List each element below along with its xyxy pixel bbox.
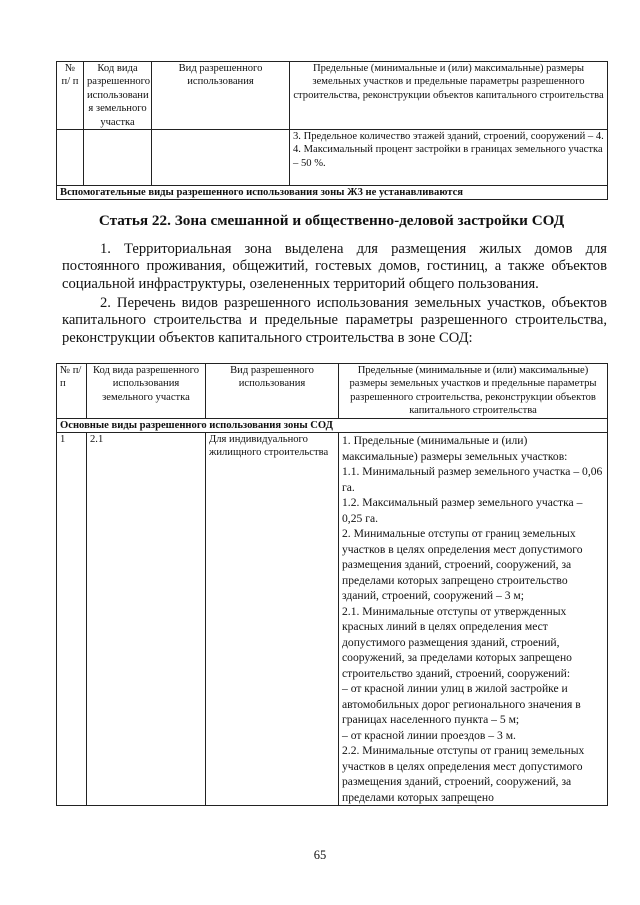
paragraph-2: 2. Перечень видов разрешенного использования земельных участков, объектов капитального строительства и предельные параметры разрешенного строительства, реконструкции объектов капитального строительства в зоне СОД: xyxy=(62,295,607,346)
table-header-row xyxy=(57,62,608,130)
article-heading: Статья 22. Зона смешанной и общественно-деловой застройки СОД xyxy=(98,212,565,229)
cell-use xyxy=(152,130,290,186)
cell-code: 2.1 xyxy=(87,433,206,806)
table-row xyxy=(57,130,608,186)
paragraph-1: 1. Территориальная зона выделена для размещения жилых домов для постоянного проживания, общежитий, гостевых домов, гостиниц, а также объектов социальной инфраструктуры, озелененных территорий общего пользования. xyxy=(62,241,607,292)
table-row xyxy=(57,433,608,806)
header-num: № п/ п xyxy=(57,62,84,130)
param-line: 2.1. Минимальные отступы от утвержденных красных линий в целях определения мест допустимого размещения зданий, строений, сооружений, за пределами которых запрещено строительство зданий, строений, сооружений: xyxy=(342,604,572,680)
param-line: 1. Предельные (минимальные и (или) максимальные) размеры земельных участков: xyxy=(342,434,568,463)
section-row xyxy=(57,418,608,432)
param-line: 1.1. Минимальный размер земельного участка – 0,06 га. xyxy=(342,465,603,494)
page-number: 65 xyxy=(313,848,327,862)
auxiliary-uses-note: Вспомогательные виды разрешенного использования зоны Ж3 не устанавливаются xyxy=(57,186,608,200)
zone-sod-table xyxy=(56,363,608,806)
param-line: – от красной линии проездов – 3 м. xyxy=(342,728,516,742)
section-title: Основные виды разрешенного использования зоны СОД xyxy=(57,418,608,432)
param-line: 3. Предельное количество этажей зданий, строений, сооружений – 4. xyxy=(293,131,604,143)
cell-params xyxy=(339,433,608,806)
zone-zh3-table xyxy=(56,61,608,200)
table-header-row xyxy=(57,364,608,419)
header-params: Предельные (минимальные и (или) максимальные) размеры земельных участков и предельные параметры разрешенного строительства, реконструкции объектов капитального строительства xyxy=(339,364,608,419)
header-num: № п/п xyxy=(57,364,87,419)
param-line: 4. Максимальный процент застройки в границах земельного участка – 50 %. xyxy=(293,144,603,169)
cell-code xyxy=(84,130,152,186)
param-line: 2.2. Минимальные отступы от границ земельных участков в целях определения мест допустимого размещения зданий, строений, сооружений, за пределами которых запрещено xyxy=(342,744,585,804)
header-use: Вид разрешенного использования xyxy=(206,364,339,419)
header-params: Предельные (минимальные и (или) максимальные) размеры земельных участков и предельные параметры разрешенного строительства, реконструкции объектов капитального строительства xyxy=(290,62,608,130)
cell-num xyxy=(57,130,84,186)
header-use: Вид разрешенного использования xyxy=(152,62,290,130)
header-code: Код вида разрешенного использования земельного участка xyxy=(87,364,206,419)
cell-params xyxy=(290,130,608,186)
param-line: 1.2. Максимальный размер земельного участка – 0,25 га. xyxy=(342,496,583,525)
param-line: 2. Минимальные отступы от границ земельных участков в целях определения мест допустимого размещения зданий, строений, сооружений, за пределами которых запрещено строительство зданий, строений, сооружений – 3 м; xyxy=(342,527,583,603)
param-line: – от красной линии улиц в жилой застройке и автомобильных дорог регионального значения в границах населенного пункта – 5 м; xyxy=(342,682,581,727)
cell-num: 1 xyxy=(57,433,87,806)
table-footer-row xyxy=(57,186,608,200)
header-code: Код вида разрешенного использовани я земельного участка xyxy=(84,62,152,130)
cell-use: Для индивидуального жилищного строительства xyxy=(206,433,339,806)
